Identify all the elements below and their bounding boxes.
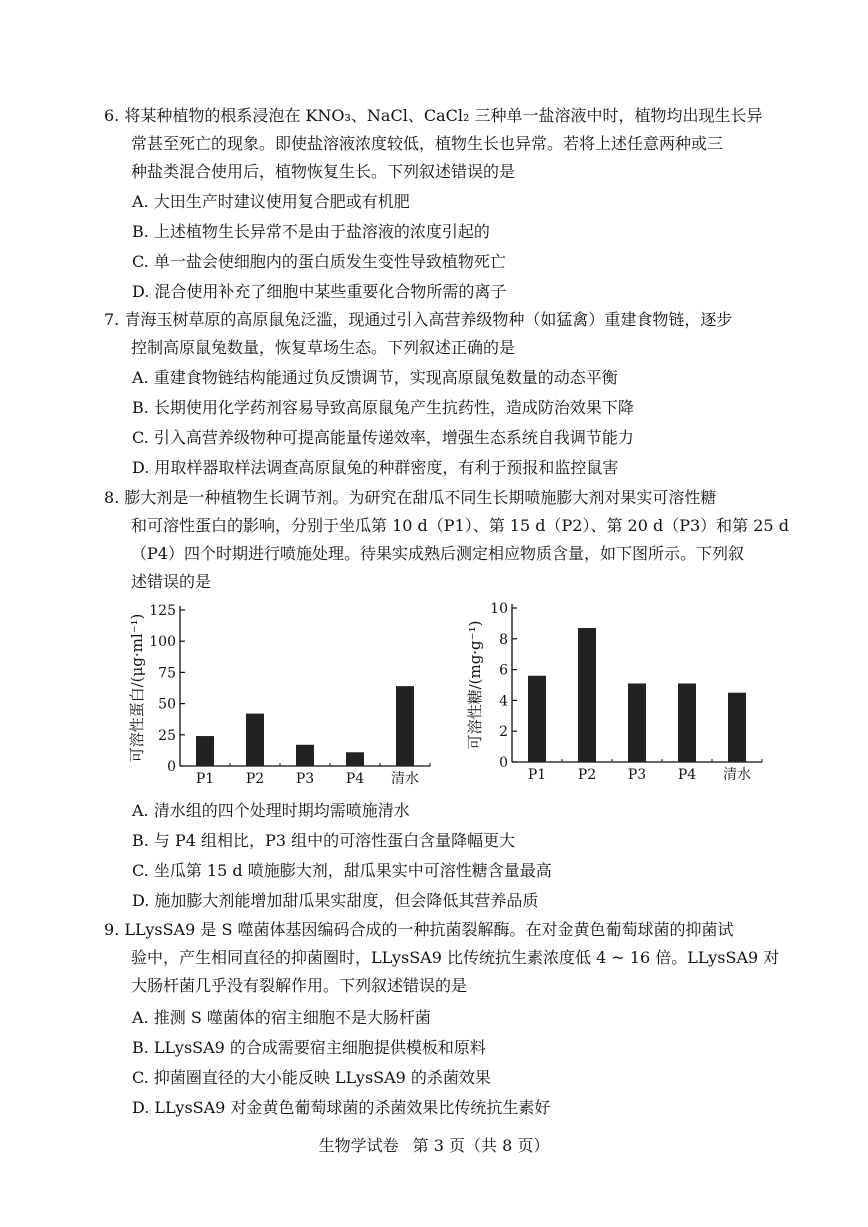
y-tick-label: 4 [499,693,508,710]
question-6-option-b: B. 上述植物生长异常不是由于盐溶液的浓度引起的 [132,222,490,241]
question-7-option-d: D. 用取样器取样法调查高原鼠兔的种群密度，有利于预报和监控鼠害 [132,458,619,477]
y-tick-label: 100 [149,634,176,651]
question-7-option-b: B. 长期使用化学药剂容易导致高原鼠兔产生抗药性，造成防治效果下降 [132,398,634,417]
y-axis-label: 可溶性糖/(mg·g⁻¹) [466,620,484,750]
question-7-option-c: C. 引入高营养级物种可提高能量传递效率，增强生态系统自我调节能力 [132,428,634,447]
y-tick-label: 75 [158,665,176,682]
x-tick-label-清水: 清水 [723,767,751,783]
footer-page-number: 第 3 页（共 8 页） [412,1136,550,1155]
question-8-option-d: D. 施加膨大剂能增加甜瓜果实甜度，但会降低其营养品质 [132,891,539,910]
question-8-stem-line-4: 述错误的是 [131,572,212,591]
x-tick-label-P4: P4 [677,767,697,783]
question-8-option-a: A. 清水组的四个处理时期均需喷施清水 [132,801,410,820]
question-6-option-d: D. 混合使用补充了细胞中某些重要化合物所需的离子 [132,282,507,301]
x-tick-label-P4: P4 [345,771,365,787]
question-6-option-c: C. 单一盐会使细胞内的蛋白质发生变性导致植物死亡 [132,252,506,271]
y-tick-label: 8 [499,631,508,648]
y-tick-label: 0 [499,755,508,771]
bar-清水 [396,686,414,766]
question-9-stem-line-2: 验中，产生相同直径的抑菌圈时，LLysSA9 比传统抗生素浓度低 4 ~ 16 倍。LLysSA9 对 [131,948,780,967]
sugar-chart [462,596,782,796]
question-7-option-a: A. 重建食物链结构能通过负反馈调节，实现高原鼠兔数量的动态平衡 [132,368,618,387]
x-tick-label-P2: P2 [577,767,597,783]
y-tick-label: 0 [167,759,176,775]
footer-subject: 生物学试卷 [318,1136,399,1155]
bar-清水 [728,693,746,762]
question-7-stem-line-2: 控制高原鼠兔数量，恢复草场生态。下列叙述正确的是 [131,338,516,357]
question-8-option-c: C. 坐瓜第 15 d 喷施膨大剂，甜瓜果实中可溶性糖含量最高 [132,861,552,880]
y-tick-label: 10 [490,601,508,617]
question-6-stem-line-2: 常甚至死亡的现象。即使盐溶液浓度较低，植物生长也异常。若将上述任意两种或三 [131,134,724,153]
y-tick-label: 125 [149,603,176,619]
question-9-option-a: A. 推测 S 噬菌体的宿主细胞不是大肠杆菌 [132,1008,431,1027]
question-8-option-b: B. 与 P4 组相比，P3 组中的可溶性蛋白含量降幅更大 [132,831,516,850]
y-tick-label: 50 [158,696,176,713]
question-7-stem-line-1: 7. 青海玉树草原的高原鼠兔泛滥，现通过引入高营养级物种（如猛禽）重建食物链，逐步 [104,310,733,329]
bar-P3 [628,683,646,762]
y-tick-label: 6 [499,662,508,679]
x-tick-label-P3: P3 [295,771,315,787]
bar-P4 [678,683,696,762]
protein-chart [120,596,440,796]
question-8-stem-line-1: 8. 膨大剂是一种植物生长调节剂。为研究在甜瓜不同生长期喷施膨大剂对果实可溶性糖 [104,488,717,507]
question-6-stem-line-1: 6. 将某种植物的根系浸泡在 KNO₃、NaCl、CaCl₂ 三种单一盐溶液中时，植物均出现生长异 [104,106,763,125]
page-footer [0,1133,868,1156]
question-9-option-b: B. LLysSA9 的合成需要宿主细胞提供模板和原料 [132,1038,486,1057]
question-8-stem-line-2: 和可溶性蛋白的影响，分别于坐瓜第 10 d（P1）、第 15 d（P2）、第 20 d（P3）和第 25 d [131,516,789,535]
bar-P2 [578,628,596,762]
question-9-option-d: D. LLysSA9 对金黄色葡萄球菌的杀菌效果比传统抗生素好 [132,1098,551,1117]
question-9-option-c: C. 抑菌圈直径的大小能反映 LLysSA9 的杀菌效果 [132,1068,491,1087]
x-tick-label-P1: P1 [527,767,547,783]
y-tick-label: 25 [158,727,176,744]
x-tick-label-P1: P1 [195,771,215,787]
question-9-stem-line-1: 9. LLysSA9 是 S 噬菌体基因编码合成的一种抗菌裂解酶。在对金黄色葡萄球菌的抑菌试 [104,920,734,939]
bar-P2 [246,714,264,766]
bar-P4 [346,752,364,766]
x-tick-label-P3: P3 [627,767,647,783]
x-tick-label-P2: P2 [245,771,265,787]
bar-P1 [528,676,546,762]
y-axis-label: 可溶性蛋白/(μg·ml⁻¹) [128,613,146,763]
question-9-stem-line-3: 大肠杆菌几乎没有裂解作用。下列叙述错误的是 [131,976,468,995]
x-tick-label-清水: 清水 [391,771,419,787]
question-6-option-a: A. 大田生产时建议使用复合肥或有机肥 [132,192,410,211]
question-8-stem-line-3: （P4）四个时期进行喷施处理。待果实成熟后测定相应物质含量，如下图所示。下列叙 [131,544,744,563]
y-tick-label: 2 [499,724,508,741]
bar-P1 [196,736,214,766]
bar-P3 [296,745,314,766]
question-6-stem-line-3: 种盐类混合使用后，植物恢复生长。下列叙述错误的是 [131,162,516,181]
